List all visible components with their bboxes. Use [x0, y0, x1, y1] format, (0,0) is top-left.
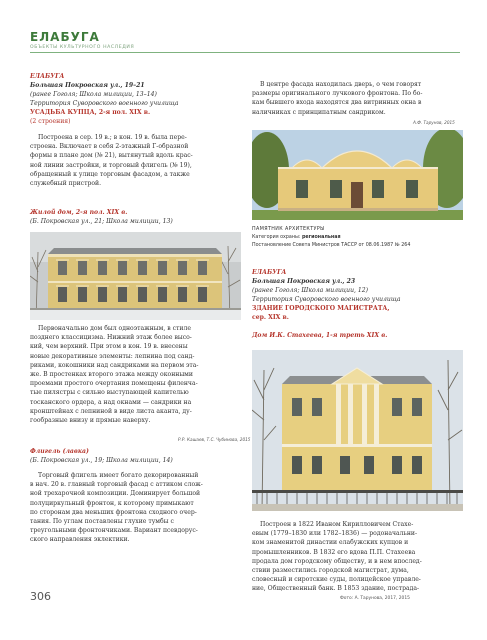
left-territory: Территория Суворовского военного училища	[30, 100, 179, 107]
right-territory: Территория Суворовского военного училища	[252, 296, 401, 303]
monument-label: ПАМЯТНИК АРХИТЕКТУРЫ	[252, 227, 325, 232]
right-city: ЕЛАБУГА	[252, 269, 287, 276]
decree-text: Постановление Совета Министров ТАССР от 08.06.1987 № 264	[252, 243, 411, 248]
wing-photo	[252, 130, 463, 220]
left-paragraph-3: Торговый флигель имеет богато декорированный в нач. 20 в. главный торговый фасад с аттиком слож- ной трехарочной композиции. Доминирует большой полуциркульный фронтон, к которому примыкают по сторонам два меньших фронтона сходного очер- тания. По углам поставлены глухие тумбы с треугольными фронтончиками. Вариант псевдорус- ского направления эклектики.	[30, 472, 203, 544]
right-object-date: сер. XIX в.	[252, 314, 289, 321]
wing-title: Флигель (лавка)	[30, 448, 89, 455]
left-city: ЕЛАБУГА	[30, 73, 65, 80]
left-object-subtitle: (2 строения)	[30, 118, 71, 125]
stakheev-house-title: Дом И.К. Стахеева, 1-я треть XIX в.	[252, 332, 388, 339]
right-address: Большая Покровская ул., 23	[252, 278, 356, 285]
wing-address: (Б. Покровская ул., 19; Школа милиции, 14)	[30, 457, 173, 464]
category-value: региональная	[301, 235, 341, 240]
house-address: (Б. Покровская ул., 21; Школа милиции, 13)	[30, 218, 173, 225]
left-object-title: УСАДЬБА КУПЦА, 2-я пол. XIX в.	[30, 109, 151, 116]
house-photo	[30, 232, 241, 320]
page-number: 306	[30, 590, 51, 603]
section-subtitle: ОБЪЕКТЫ КУЛЬТУРНОГО НАСЛЕДИЯ	[30, 45, 135, 50]
header-rule	[30, 52, 460, 53]
right-object-title: ЗДАНИЕ ГОРОДСКОГО МАГИСТРАТА,	[252, 305, 390, 312]
right-paragraph-bottom: Построен в 1822 Иваном Кирилловичем Стахе- евым (1779–1830 или 1782–1836) — родоначальни- ком знаменитой династии елабужских купцов и промышленников. В 1832 его вдова П.П. Стахеева продала дом городскому обществу, и в нем впослед- ствии разместились городской магистрат, дума, словесный и сиротские суды, полицейское управле- ние, Общественный банк. В 1853 здание, пострада-	[252, 521, 422, 593]
right-author: А.Ф. Тарунов, 2015	[413, 120, 455, 125]
left-former-address: (ранее Гоголя; Школа милиции, 13–14)	[30, 91, 157, 98]
right-paragraph-top: В центре фасада находилась дверь, о чем говорят размеры оригинального лучкового фронтона. По бо- кам бывшего входа находятся два витринных окна в наличниках с принципатным сандриком.	[252, 81, 423, 116]
left-paragraph-2: Первоначально дом был одноэтажным, в стиле позднего классицизма. Нижний этаж более высо- кий, чем верхний. При этом в кон. 19 в. внесены новые декоративные элементы: лепнина под санд- риками, кокошники над сандриками на первом эта- же. В простенках второго этажа между оконными проемами простого очертания помещены филенча- тые пилястры с сильно выступающей капителью тосканского ордера, а над окнами — сандрики на кронштейнах с лепниной в виде листа аканта, ду- гообразные внизу и прямые наверху.	[30, 325, 199, 425]
left-address: Большая Покровская ул., 19–21	[30, 82, 145, 89]
section-title: ЕЛАБУГА	[30, 30, 100, 44]
right-former-address: (ранее Гоголя; Школа милиции, 12)	[252, 287, 369, 294]
category-label: Категория охраны:	[252, 235, 301, 240]
left-paragraph-1: Построена в сер. 19 в.; в кон. 19 в. была пере- строена. Включает в себя 2-этажный Г-образной формы в плане дом (№ 21), вытянутый вдоль крас- ной линии застройки, и торговый флигель (№ 19), обращенный к улице торговым фасадом, а также служебный пристрой.	[30, 134, 193, 188]
protection-category	[252, 235, 341, 240]
photo-credits: Фото: А. Тарунова, 2017, 2015	[340, 596, 410, 601]
left-authors: Р.Р. Кашаев, Т.С. Чубинова, 2015	[178, 437, 251, 442]
magistrate-photo	[252, 350, 463, 511]
house-title: Жилой дом, 2-я пол. XIX в.	[30, 209, 128, 216]
